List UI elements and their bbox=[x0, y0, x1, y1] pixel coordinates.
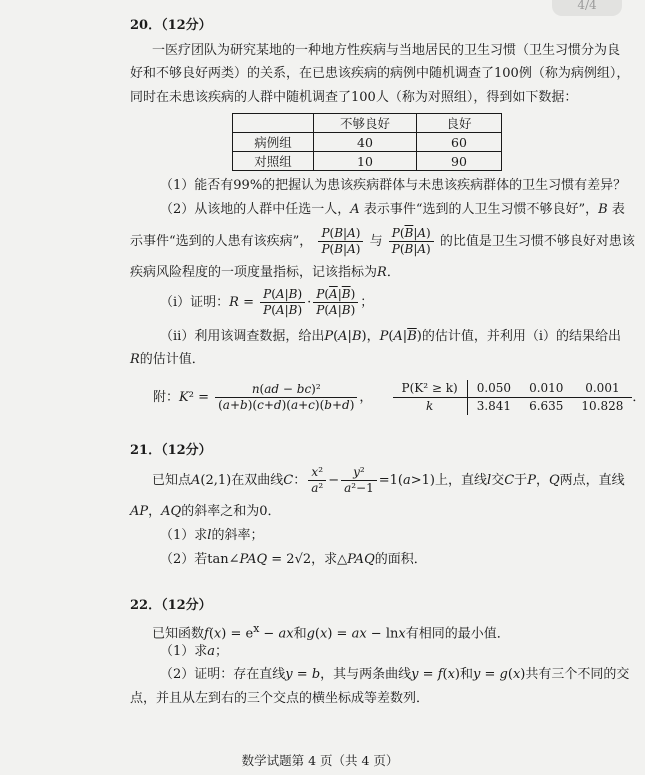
table-cell: 10.828 bbox=[581, 399, 624, 413]
ratio-fraction-2: $\frac{P(\overline{B}|A)}{P(\overline{B}|\overline{A})}$ bbox=[389, 226, 434, 257]
q20-appendix: 附：K² = $\frac{\text{n(ad − bc)²}}{(a+b)(c+d)(a+c)(b+d)}$ ， P(K² ≥ k) 0.050 0.010 0.001 k 3.841 6.635 10.828 ． bbox=[153, 381, 645, 413]
table-cell: 不够良好 bbox=[314, 114, 417, 133]
table-cell: P(K² ≥ k) bbox=[393, 380, 468, 398]
q22-header: 22．（12分） bbox=[130, 598, 212, 613]
page-corner-tab: 4/4 bbox=[552, 0, 622, 16]
q22-sub2-line1: （2）证明：存在直线y = b，其与两条曲线y = f(x)和y = g(x)共有三个不同的交 bbox=[160, 667, 630, 682]
q20-header: 20．（12分） bbox=[130, 18, 212, 33]
q21-sub1: （1）求l的斜率； bbox=[160, 528, 264, 543]
page-footer: 数学试题第 4 页（共 4 页） bbox=[241, 753, 399, 768]
q22-sub1: （1）求a； bbox=[160, 644, 229, 659]
q20-sub2-ii-line2: R的估计值． bbox=[130, 352, 205, 367]
q20-sub1: （1）能否有99%的把握认为患该疾病群体与未患该疾病群体的卫生习惯有差异？ bbox=[160, 178, 627, 193]
table-header-row bbox=[233, 114, 502, 133]
q20-para-line3: 同时在未患该疾病的人群中随机调查了100人（称为对照组），得到如下数据： bbox=[130, 90, 578, 105]
q20-para-line1: 一医疗团队为研究某地的一种地方性疾病与当地居民的卫生习惯（卫生习惯分为良 bbox=[152, 43, 621, 58]
table-row bbox=[233, 152, 502, 171]
q21-sub2: （2）若tan∠PAQ = 2√2，求△PAQ的面积． bbox=[160, 552, 427, 567]
table-cell: 对照组 bbox=[233, 152, 314, 171]
table-cell: 10 bbox=[314, 152, 417, 171]
table-cell: 6.635 bbox=[529, 399, 564, 413]
q20-sub2-line3: 疾病风险程度的一项度量指标，记该指标为R． bbox=[130, 265, 400, 280]
table-cell bbox=[233, 114, 314, 133]
q21-para-line1: 已知点A(2,1)在双曲线C： $\frac{\text{x²}}{\text{a²}}$ − $\frac{\text{y²}}{\text{a²−1}}$ =1(a>1)上，直线l交C于P，Q两点，直线 bbox=[152, 465, 625, 495]
q20-sub2-i: （i）证明：R = $\frac{P(A|B)}{P(\overline{A}|B)}$ · $\frac{P(\overline{A}|\overline{B})}{P(A|\overline{B})}$ ； bbox=[160, 287, 374, 317]
table-cell: 3.841 bbox=[476, 399, 512, 413]
table-row bbox=[233, 133, 502, 152]
q20-sub2-line1: （2）从该地的人群中任选一人，A 表示事件“选到的人卫生习惯不够良好”，B 表 bbox=[160, 202, 625, 217]
table-cell: 90 bbox=[417, 152, 502, 171]
q20-sub2-ii-line1: （ii）利用该调查数据，给出P(A|B)，$P(A|\overline{B})$的估计值，并利用（i）的结果给出 bbox=[160, 329, 621, 344]
q22-sub2-line2: 点，并且从左到右的三个交点的横坐标成等差数列． bbox=[130, 691, 430, 706]
q20-sub2-line2: 示事件“选到的人患有该疾病”， $\frac{P(B|A)}{P(B|\overline{A})}$ 与 $\frac{P(\overline{B}|A)}{P(\overline{B}|\overline{A})}$ 的比值是卫生习惯不够良好对患该 bbox=[130, 226, 635, 256]
table-cell: 40 bbox=[314, 133, 417, 152]
q20-data-table bbox=[232, 113, 502, 171]
k-squared-formula: $\frac{\text{n(ad − bc)²}}{(a+b)(c+d)(a+c)(b+d)}$ bbox=[215, 382, 357, 413]
table-cell: k bbox=[393, 398, 468, 416]
table-cell: 0.050 bbox=[467, 380, 520, 398]
q21-para-line2: AP，AQ的斜率之和为0． bbox=[130, 504, 281, 519]
table-cell: 病例组 bbox=[233, 133, 314, 152]
table-cell: 良好 bbox=[417, 114, 502, 133]
table-cell: 0.010 bbox=[520, 380, 572, 398]
table-cell: 60 bbox=[417, 133, 502, 152]
critical-value-table bbox=[393, 380, 633, 415]
ratio-fraction-1: $\frac{P(B|A)}{P(B|\overline{A})}$ bbox=[318, 226, 363, 257]
table-cell: 0.001 bbox=[572, 380, 632, 398]
q21-header: 21．（12分） bbox=[130, 443, 212, 458]
q22-para-line1: 已知函数$f(x) = e^x$ − ax和g(x) = ax − lnx有相同的最小值． bbox=[152, 622, 510, 642]
q20-para-line2: 好和不够良好两类）的关系，在已患该疾病的病例中随机调查了100例（称为病例组）， bbox=[130, 66, 630, 81]
